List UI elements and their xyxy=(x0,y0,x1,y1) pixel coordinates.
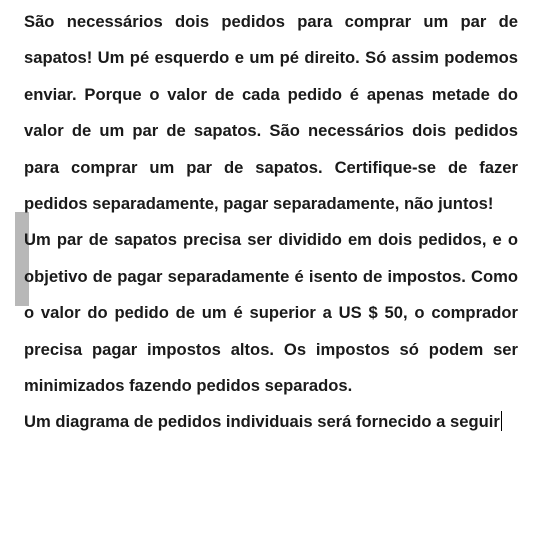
document-body[interactable] xyxy=(24,4,518,441)
paragraph-2[interactable]: Um par de sapatos precisa ser dividido em dois pedidos, e o objetivo de pagar separadamente é isento de impostos. Como o valor do pedido de um é superior a US $ 50, o comprador precisa pagar impostos altos. Os impostos só podem ser minimizados fazendo pedidos separados. xyxy=(24,230,518,396)
paragraph-3[interactable] xyxy=(24,404,518,440)
paragraph-1[interactable]: São necessários dois pedidos para comprar um par de sapatos! Um pé esquerdo e um pé direito. Só assim podemos enviar. Porque o valor de cada pedido é apenas metade do valor de um par de sapatos. São necessários dois pedidos para comprar um par de sapatos. Certifique-se de fazer pedidos separadamente, pagar separadamente, não juntos! xyxy=(24,12,518,214)
paragraph-3-text: Um diagrama de pedidos individuais será fornecido a seguir xyxy=(24,412,500,432)
text-cursor xyxy=(501,411,503,431)
